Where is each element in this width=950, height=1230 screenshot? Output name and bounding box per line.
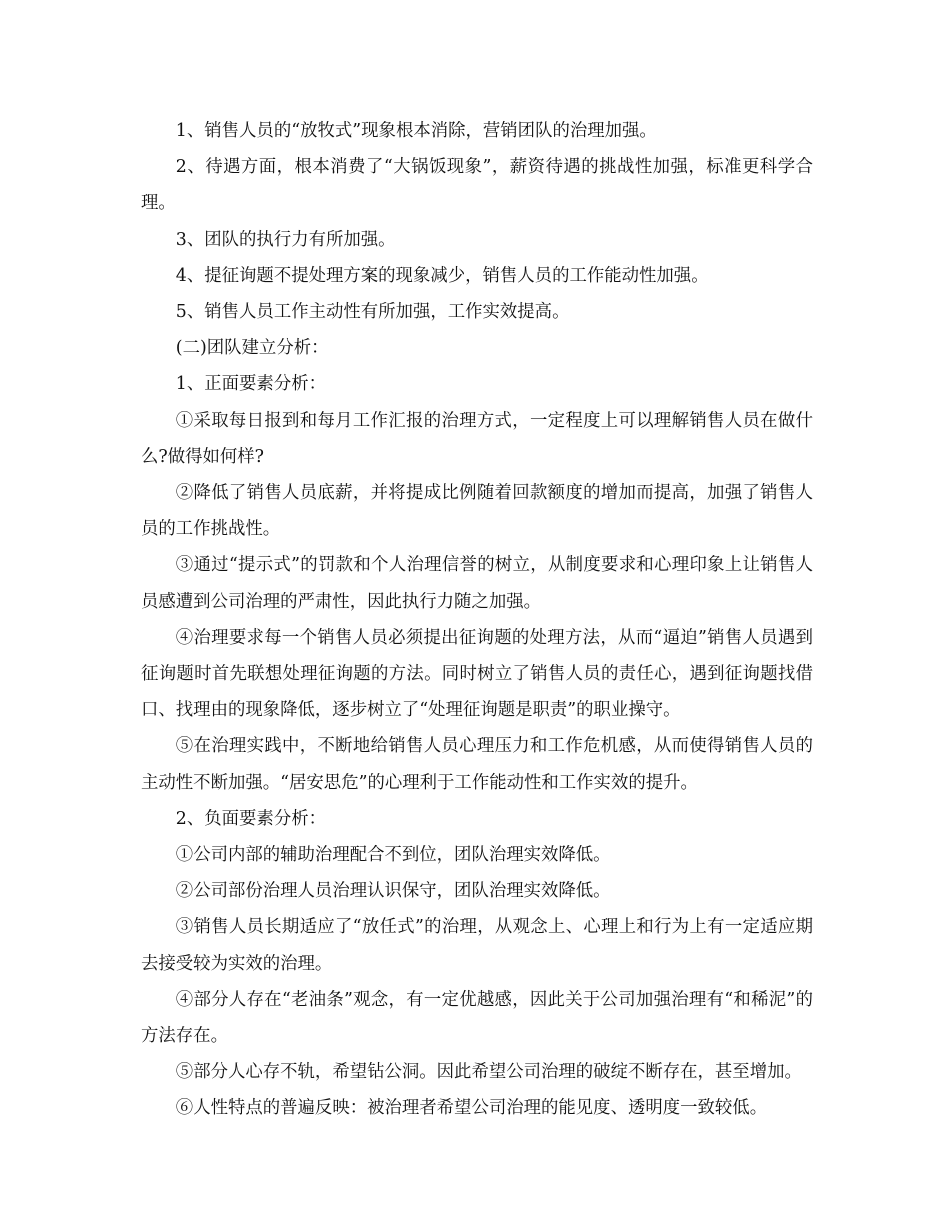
paragraph-negative-1: ①公司内部的辅助治理配合不到位，团队治理实效降低。	[175, 845, 611, 866]
paragraph-positive-1: ①采取每日报到和每月工作汇报的治理方式，一定程度上可以理解销售人员在做什么?做得如何样?	[141, 410, 813, 467]
section-heading-team-analysis: (二)团队建立分析：	[175, 338, 329, 359]
subheading-negative-factors: 2、负面要素分析：	[175, 808, 326, 829]
paragraph-positive-4: ④治理要求每一个销售人员必须提出征询题的处理方法，从而“逼迫”销售人员遇到征询题时首先联想处理征询题的方法。同时树立了销售人员的责任心，遇到征询题找借口、找理由的现象降低，逐步树立了“处理征询题是职责”的职业操守。	[141, 627, 813, 721]
paragraph-result-3: 3、团队的执行力有所加强。	[175, 229, 396, 250]
paragraph-result-4: 4、提征询题不提处理方案的现象减少，销售人员的工作能动性加强。	[175, 265, 709, 286]
paragraph-negative-2: ②公司部份治理人员治理认识保守，团队治理实效降低。	[175, 881, 611, 902]
paragraph-negative-4: ④部分人存在“老油条”观念，有一定优越感，因此关于公司加强治理有“和稀泥”的方法存在。	[141, 989, 813, 1047]
paragraph-positive-2: ②降低了销售人员底薪，并将提成比例随着回款额度的增加而提高，加强了销售人员的工作挑战性。	[141, 483, 813, 540]
paragraph-result-5: 5、销售人员工作主动性有所加强，工作实效提高。	[175, 302, 570, 323]
paragraph-negative-6: ⑥人性特点的普遍反映：被治理者希望公司治理的能见度、透明度一致较低。	[175, 1098, 768, 1119]
paragraph-result-2: 2、待遇方面，根本消费了“大锅饭现象”，薪资待遇的挑战性加强，标准更科学合理。	[141, 157, 813, 214]
paragraph-negative-5: ⑤部分人心存不轨，希望钻公洞。因此希望公司治理的破绽不断存在，甚至增加。	[175, 1062, 802, 1083]
paragraph-negative-3: ③销售人员长期适应了“放任式”的治理，从观念上、心理上和行为上有一定适应期去接受较为实效的治理。	[141, 917, 813, 974]
paragraph-positive-5: ⑤在治理实践中，不断地给销售人员心理压力和工作危机感，从而使得销售人员的主动性不断加强。“居安思危”的心理利于工作能动性和工作实效的提升。	[141, 736, 813, 793]
paragraph-result-1: 1、销售人员的“放牧式”现象根本消除，营销团队的治理加强。	[175, 121, 657, 141]
subheading-positive-factors: 1、正面要素分析：	[175, 374, 326, 395]
paragraph-positive-3: ③通过“提示式”的罚款和个人治理信誉的树立，从制度要求和心理印象上让销售人员感遭到公司治理的严肃性，因此执行力随之加强。	[141, 555, 813, 612]
document-body	[141, 113, 813, 1127]
